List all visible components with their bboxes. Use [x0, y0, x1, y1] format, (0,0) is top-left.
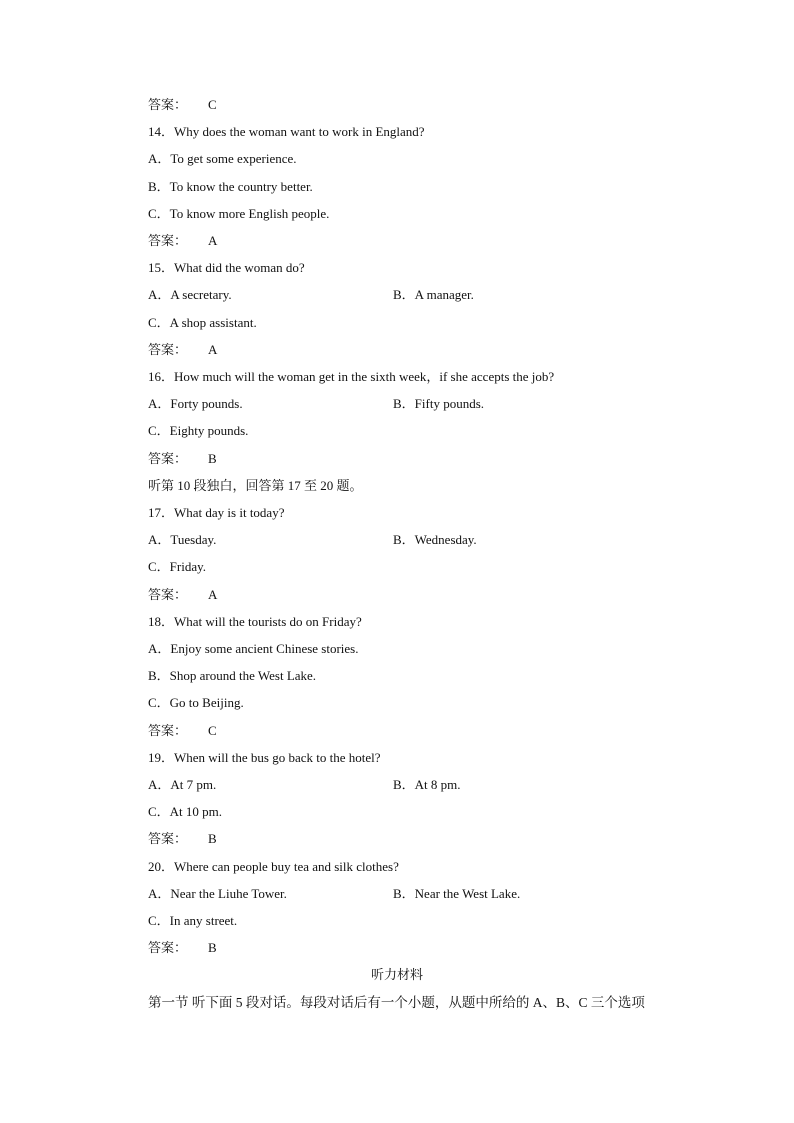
option-text: C．A shop assistant.	[148, 315, 257, 330]
option-left: A．Tuesday.	[148, 532, 217, 547]
answer-line	[148, 831, 217, 847]
option-right: B．At 8 pm.	[393, 777, 461, 792]
answer-line	[148, 723, 217, 739]
option-left: A．Near the Liuhe Tower.	[148, 886, 287, 901]
option-left: A．A secretary.	[148, 287, 232, 302]
answer-label: 答案：	[148, 587, 188, 602]
option-text: A．To get some experience.	[148, 151, 297, 166]
question-text: 18．What will the tourists do on Friday?	[148, 614, 362, 629]
answer-value: C	[208, 97, 217, 112]
option-right: B．Fifty pounds.	[393, 396, 485, 411]
option-text: C．In any street.	[148, 913, 238, 928]
option-right: B．Near the West Lake.	[393, 886, 521, 901]
option-text: A．Enjoy some ancient Chinese stories.	[148, 641, 359, 656]
option-text: B．Shop around the West Lake.	[148, 668, 317, 683]
option-right: B．A manager.	[393, 287, 474, 302]
answer-line	[148, 451, 217, 467]
option-left: A．At 7 pm.	[148, 777, 217, 792]
option-text: C．Go to Beijing.	[148, 695, 244, 710]
answer-value: B	[208, 940, 217, 955]
answer-value: B	[208, 831, 217, 846]
paragraph-line: 第一节 听下面 5 段对话。每段对话后有一个小题，从题中所给的 A、B、C 三个选项	[148, 995, 645, 1010]
answer-value: A	[208, 233, 218, 248]
answer-label: 答案：	[148, 831, 188, 846]
answer-label: 答案：	[148, 233, 188, 248]
answer-line	[148, 940, 217, 956]
section-instruction: 听第 10 段独白，回答第 17 至 20 题。	[148, 478, 363, 493]
answer-value: B	[208, 451, 217, 466]
option-text: B．To know the country better.	[148, 179, 313, 194]
option-left: A．Forty pounds.	[148, 396, 243, 411]
option-text: C．Eighty pounds.	[148, 423, 249, 438]
option-text: C．At 10 pm.	[148, 804, 223, 819]
question-text: 14．Why does the woman want to work in England?	[148, 124, 425, 139]
answer-line	[148, 233, 217, 249]
option-right: B．Wednesday.	[393, 532, 477, 547]
answer-line	[148, 342, 217, 358]
question-text: 16．How much will the woman get in the sixth week，if she accepts the job?	[148, 369, 555, 384]
option-text: C．Friday.	[148, 559, 207, 574]
answer-value: C	[208, 723, 217, 738]
answer-label: 答案：	[148, 940, 188, 955]
answer-label: 答案：	[148, 97, 188, 112]
question-text: 19．When will the bus go back to the hotel?	[148, 750, 381, 765]
option-text: C．To know more English people.	[148, 206, 330, 221]
answer-line	[148, 97, 217, 113]
answer-label: 答案：	[148, 342, 188, 357]
question-text: 15．What did the woman do?	[148, 260, 305, 275]
answer-value: A	[208, 587, 218, 602]
question-text: 20．Where can people buy tea and silk clothes?	[148, 859, 399, 874]
answer-value: A	[208, 342, 218, 357]
answer-line	[148, 587, 217, 603]
section-heading: 听力材料	[370, 967, 423, 982]
answer-label: 答案：	[148, 451, 188, 466]
question-text: 17．What day is it today?	[148, 505, 285, 520]
answer-label: 答案：	[148, 723, 188, 738]
